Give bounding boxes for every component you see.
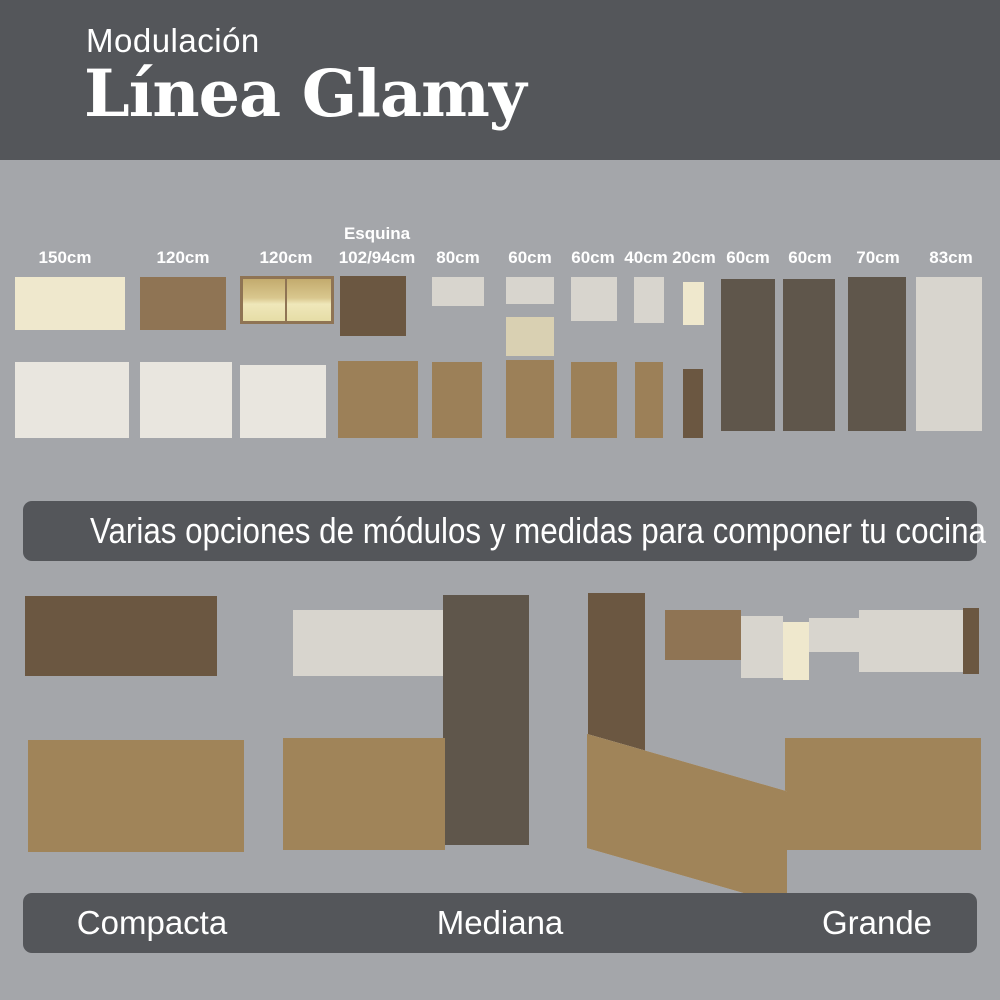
module-size-label: 102/94cm bbox=[338, 248, 416, 267]
wall-cabinet-glass-graphic bbox=[240, 276, 334, 324]
compacta-wall-cabinets bbox=[25, 596, 217, 676]
grande-right-wall-cabinets bbox=[859, 610, 963, 672]
module-size-sublabel: Esquina bbox=[343, 224, 411, 243]
tall-pantry-cabinet-graphic bbox=[721, 279, 775, 431]
tagline-text: Varias opciones de módulos y medidas para componer tu cocina bbox=[89, 510, 986, 551]
corner-wall-cabinet-graphic bbox=[340, 276, 406, 336]
corner-base-cabinet-graphic bbox=[338, 361, 418, 438]
module-size-label: 120cm bbox=[259, 248, 313, 267]
fridge-frame-cabinet-graphic bbox=[916, 277, 982, 431]
base-cabinet-60b-graphic bbox=[571, 362, 617, 438]
base-cabinet-80-graphic bbox=[432, 362, 482, 438]
mediana-tall-unit bbox=[443, 595, 529, 845]
header-banner bbox=[0, 0, 1000, 160]
tagline-wrap bbox=[23, 501, 986, 561]
module-size-label: 40cm bbox=[624, 248, 668, 267]
kitchen-compacta-image bbox=[20, 588, 272, 854]
shelf-unit-20-graphic bbox=[683, 282, 704, 325]
size-label-grande: Grande bbox=[821, 904, 933, 941]
wall-cabinet-40-graphic bbox=[634, 277, 664, 323]
drawer-base-cabinet-graphic bbox=[506, 360, 554, 438]
base-cabinet-150-graphic bbox=[15, 362, 129, 438]
wall-cabinet-150-graphic bbox=[15, 277, 125, 330]
module-size-label: 120cm bbox=[156, 248, 210, 267]
grande-corner-shelves bbox=[783, 622, 809, 680]
module-size-label: 60cm bbox=[726, 248, 770, 267]
grande-end-panel bbox=[963, 608, 979, 674]
module-size-label: 83cm bbox=[929, 248, 973, 267]
grande-right-low-wall-cabinet bbox=[809, 618, 859, 652]
grande-left-base-run bbox=[587, 734, 787, 905]
module-size-label: 70cm bbox=[856, 248, 900, 267]
grande-corner-wall-cabinet bbox=[741, 616, 783, 678]
module-size-label: 60cm bbox=[508, 248, 552, 267]
mediana-wall-cabinets bbox=[293, 610, 443, 676]
grande-glass-wall-cabinet bbox=[665, 610, 741, 660]
compacta-base-cabinets bbox=[28, 740, 244, 852]
open-niche-graphic bbox=[506, 317, 554, 356]
module-size-label: 60cm bbox=[788, 248, 832, 267]
kitchen-sizes-banner bbox=[23, 893, 977, 953]
base-cabinet-120b-graphic bbox=[240, 365, 326, 438]
module-size-label: 20cm bbox=[672, 248, 716, 267]
base-cabinet-20-graphic bbox=[683, 369, 703, 438]
kitchen-mediana-image bbox=[283, 588, 579, 854]
glass-divider bbox=[285, 279, 287, 321]
base-cabinet-40-graphic bbox=[635, 362, 663, 438]
wall-cabinet-80-graphic bbox=[432, 277, 484, 306]
module-size-label: 60cm bbox=[571, 248, 615, 267]
tall-oven-cabinet-graphic bbox=[783, 279, 835, 431]
wall-cabinet-120-graphic bbox=[140, 277, 226, 330]
glass-pane bbox=[243, 279, 331, 321]
mediana-base-cabinets bbox=[283, 738, 445, 850]
grande-right-base-run bbox=[785, 738, 981, 850]
tagline-banner bbox=[23, 501, 986, 561]
base-cabinet-120-graphic bbox=[140, 362, 232, 438]
size-label-compacta: Compacta bbox=[76, 904, 228, 941]
size-label-mediana: Mediana bbox=[436, 904, 564, 941]
module-size-label: 80cm bbox=[436, 248, 480, 267]
wall-cabinet-60b-graphic bbox=[571, 277, 617, 321]
page-title: Línea Glamy bbox=[84, 56, 526, 132]
module-size-label: 150cm bbox=[38, 248, 92, 267]
wall-cabinet-60-graphic bbox=[506, 277, 554, 304]
kitchen-grande-image bbox=[575, 586, 989, 856]
header-kicker: Modulación bbox=[86, 22, 260, 59]
content-area bbox=[0, 160, 1000, 1000]
tall-shelf-cabinet-graphic bbox=[848, 277, 906, 431]
